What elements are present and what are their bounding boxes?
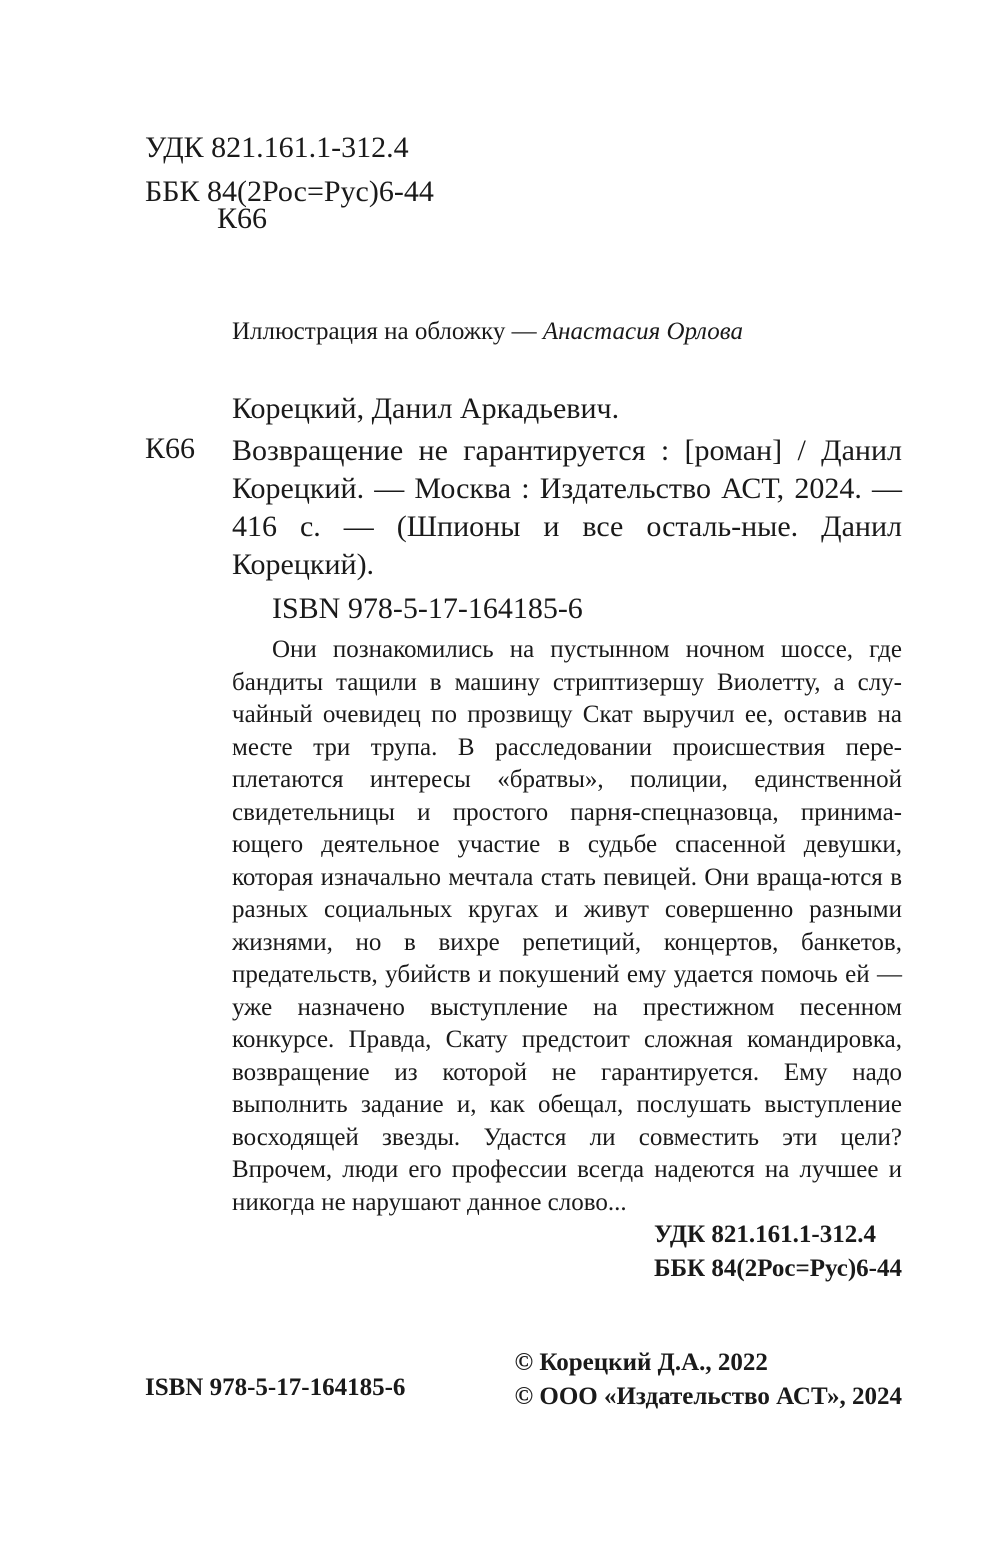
udk-code: УДК 821.161.1-312.4 bbox=[145, 131, 409, 164]
copyright-author: © Корецкий Д.А., 2022 bbox=[514, 1349, 768, 1376]
bbk-code: ББК 84(2Рос=Рус)6-44 bbox=[145, 175, 434, 208]
classification-footer bbox=[654, 1218, 902, 1286]
author-mark-side: К66 bbox=[145, 432, 196, 465]
illustration-label: Иллюстрация на обложку — bbox=[232, 318, 537, 345]
bibliographic-author: Корецкий, Данил Аркадьевич. bbox=[232, 392, 620, 425]
isbn-footer: ISBN 978-5-17-164185-6 bbox=[145, 1374, 406, 1401]
cover-illustration-credit bbox=[232, 318, 743, 346]
isbn-main: ISBN 978-5-17-164185-6 bbox=[272, 592, 583, 625]
bibliographic-description: Возвращение не гарантируется : [роман] / Данил Корецкий. — Москва : Издательство АСТ, 2024. — 416 с. — (Шпионы и все осталь-ные. Данил Корецкий). bbox=[232, 434, 902, 581]
annotation-text: Они познакомились на пустынном ночном шоссе, где бандиты тащили в машину стриптизершу Виолетту, а слу-чайный очевидец по прозвищу Скат выручил ее, оставив на месте три трупа. В расследовании происшествия пере-плетаются интересы «братвы», полиции, единственной свидетельницы и простого парня-спецназовца, принима-ющего деятельное участие в судьбе спасенной девушки, которая изначально мечтала стать певицей. Они враща-ются в разных социальных кругах и живут совершенно разными жизнями, но в вихре репетиций, концертов, банкетов, предательств, убийств и покушений ему удается помочь ей — уже назначено выступление на престижном песенном конкурсе. Правда, Скату предстоит сложная командировка, возвращение из которой не гарантируется. Ему надо выполнить задание и, как обещал, послушать выступление восходящей звезды. Удастся ли совместить эти цели? Впрочем, люди его профессии всегда надеются на лучшее и никогда не нарушают данное слово... bbox=[232, 636, 902, 1216]
classification-header bbox=[145, 126, 434, 214]
copyright-block bbox=[514, 1346, 902, 1414]
illustration-artist: Анастасия Орлова bbox=[542, 318, 743, 345]
bbk-code-footer: ББК 84(2Рос=Рус)6-44 bbox=[654, 1255, 902, 1282]
udk-code-footer: УДК 821.161.1-312.4 bbox=[654, 1221, 876, 1248]
copyright-publisher: © ООО «Издательство АСТ», 2024 bbox=[514, 1383, 902, 1410]
author-mark-top: К66 bbox=[217, 202, 268, 235]
